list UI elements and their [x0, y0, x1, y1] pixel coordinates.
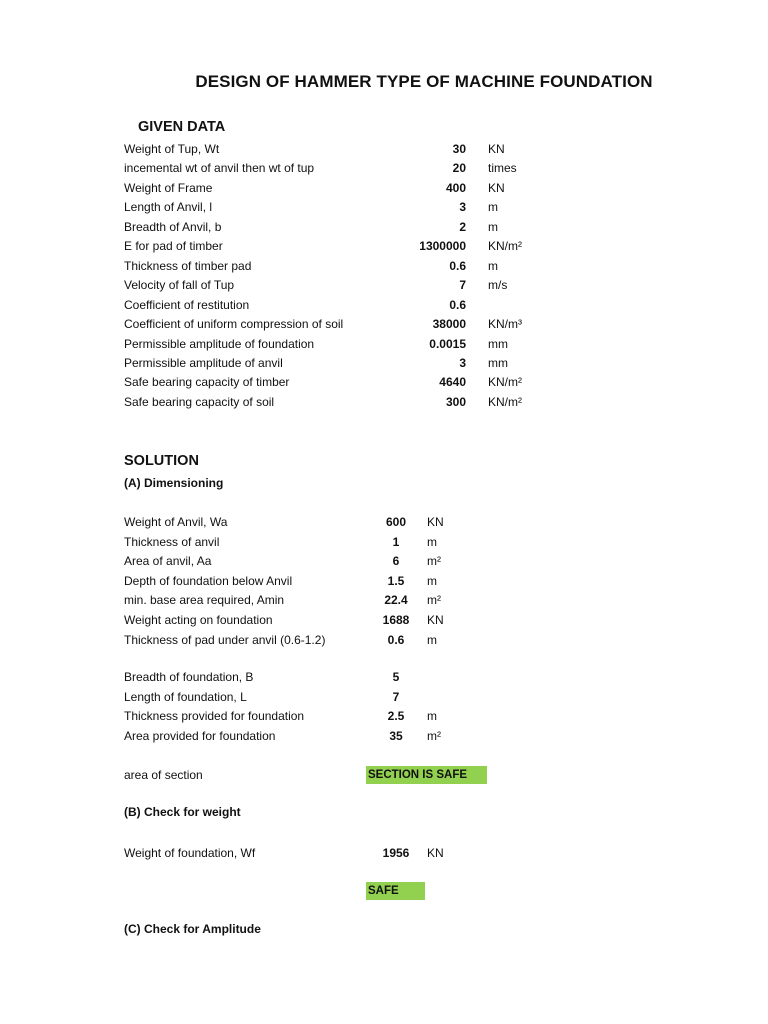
row-value: 1688: [382, 613, 410, 627]
table-row: [0, 159, 768, 178]
row-unit: mm: [488, 355, 508, 370]
row-unit: KN/m²: [488, 239, 522, 254]
row-unit: times: [488, 161, 517, 176]
row-value: 0.6: [449, 297, 466, 312]
row-value: 4640: [439, 375, 466, 390]
row-value: 20: [452, 161, 466, 176]
row-label: Coefficient of restitution: [124, 297, 250, 312]
table-row: [0, 237, 768, 256]
solution-heading: SOLUTION: [124, 453, 199, 469]
table-row: [0, 533, 768, 552]
table-row: [0, 513, 768, 532]
row-value: 0.6: [449, 258, 466, 273]
row-label: Length of Anvil, l: [124, 200, 213, 215]
row-label: Permissible amplitude of anvil: [124, 355, 283, 370]
row-label: Coefficient of uniform compression of soil: [124, 317, 344, 332]
row-unit: KN: [427, 515, 444, 529]
table-row: [0, 315, 768, 334]
row-label: Safe bearing capacity of timber: [124, 375, 290, 390]
section-a-heading: (A) Dimensioning: [124, 476, 224, 490]
row-label: Breadth of Anvil, b: [124, 219, 222, 234]
weight-of-foundation-label: Weight of foundation, Wf: [124, 846, 256, 860]
row-value: 7: [392, 689, 400, 704]
table-row: [0, 631, 768, 650]
section-b-heading: (B) Check for weight: [124, 805, 241, 819]
section-safe-badge: SECTION IS SAFE: [366, 766, 487, 784]
row-label: Breadth of foundation, B: [124, 670, 254, 684]
table-row: [0, 688, 768, 707]
table-row: [0, 373, 768, 392]
row-unit: KN/m³: [488, 317, 522, 332]
row-label: Safe bearing capacity of soil: [124, 394, 275, 409]
row-label: Thickness provided for foundation: [124, 709, 305, 724]
row-unit: m²: [427, 593, 441, 608]
row-value: 3: [459, 355, 466, 370]
row-value: 0.6: [387, 632, 405, 647]
row-value: 35: [389, 728, 403, 743]
table-row: [0, 727, 768, 746]
table-row: [0, 552, 768, 571]
row-label: Thickness of timber pad: [124, 258, 252, 273]
row-value: 300: [445, 394, 466, 409]
row-unit: KN: [488, 180, 505, 195]
table-row: [0, 668, 768, 687]
weight-of-foundation-row: [0, 844, 768, 863]
table-row: [0, 335, 768, 354]
row-unit: KN/m²: [488, 375, 522, 390]
table-row: [0, 354, 768, 373]
row-label: Weight of Frame: [124, 180, 213, 195]
row-unit: KN: [427, 613, 444, 627]
given-data-heading: GIVEN DATA: [138, 119, 226, 135]
row-unit: KN: [488, 142, 505, 156]
row-label: min. base area required, Amin: [124, 593, 285, 608]
row-value: 7: [459, 278, 466, 293]
row-value: 1.5: [387, 573, 405, 588]
table-row: [0, 140, 768, 159]
row-value: 2.5: [387, 709, 405, 724]
row-label: incemental wt of anvil then wt of tup: [124, 161, 315, 176]
row-value: 400: [445, 180, 466, 195]
row-label: Permissible amplitude of foundation: [124, 336, 315, 351]
table-row: [0, 393, 768, 412]
table-row: [0, 198, 768, 217]
row-unit: m: [488, 200, 498, 215]
row-value: 2: [459, 219, 466, 234]
row-value: 22.4: [384, 593, 408, 608]
row-value: 0.0015: [429, 336, 466, 351]
row-value: 3: [459, 200, 466, 215]
table-row: [0, 276, 768, 295]
row-label: Weight of Tup, Wt: [124, 142, 220, 156]
weight-of-foundation-unit: KN: [427, 846, 444, 860]
section-c-heading: (C) Check for Amplitude: [124, 922, 261, 936]
row-label: Thickness of pad under anvil (0.6-1.2): [124, 632, 326, 647]
row-unit: m²: [427, 554, 441, 569]
row-unit: m: [488, 219, 498, 234]
table-row: [0, 572, 768, 591]
row-value: 30: [452, 142, 466, 156]
table-row: [0, 611, 768, 630]
row-unit: mm: [488, 336, 508, 351]
row-unit: m: [488, 258, 498, 273]
row-label: Weight of Anvil, Wa: [124, 515, 228, 529]
weight-of-foundation-value: 1956: [382, 846, 410, 860]
row-unit: m: [427, 534, 437, 549]
row-label: Length of foundation, L: [124, 689, 247, 704]
row-value: 38000: [432, 317, 466, 332]
table-row: [0, 218, 768, 237]
table-row: [0, 296, 768, 315]
row-value: 6: [392, 554, 400, 569]
row-label: Weight acting on foundation: [124, 613, 273, 627]
table-row: [0, 591, 768, 610]
table-row: [0, 707, 768, 726]
row-unit: m: [427, 573, 437, 588]
row-label: Thickness of anvil: [124, 534, 220, 549]
row-unit: m: [427, 632, 437, 647]
row-unit: m: [427, 709, 437, 724]
row-value: 5: [392, 670, 400, 684]
page-title: DESIGN OF HAMMER TYPE OF MACHINE FOUNDATION: [195, 72, 653, 91]
row-label: Velocity of fall of Tup: [124, 278, 235, 293]
weight-safe-badge: SAFE: [366, 882, 425, 900]
row-value: 1: [392, 534, 400, 549]
row-unit: m/s: [488, 278, 508, 293]
table-row: [0, 179, 768, 198]
table-row: [0, 257, 768, 276]
row-unit: KN/m²: [488, 394, 522, 409]
row-label: Area provided for foundation: [124, 728, 276, 743]
row-label: Depth of foundation below Anvil: [124, 573, 293, 588]
row-label: E for pad of timber: [124, 239, 223, 254]
row-value: 1300000: [419, 239, 466, 254]
row-label: Area of anvil, Aa: [124, 554, 212, 569]
area-of-section-label: area of section: [124, 768, 203, 782]
row-unit: m²: [427, 728, 441, 743]
row-value: 600: [385, 515, 407, 529]
